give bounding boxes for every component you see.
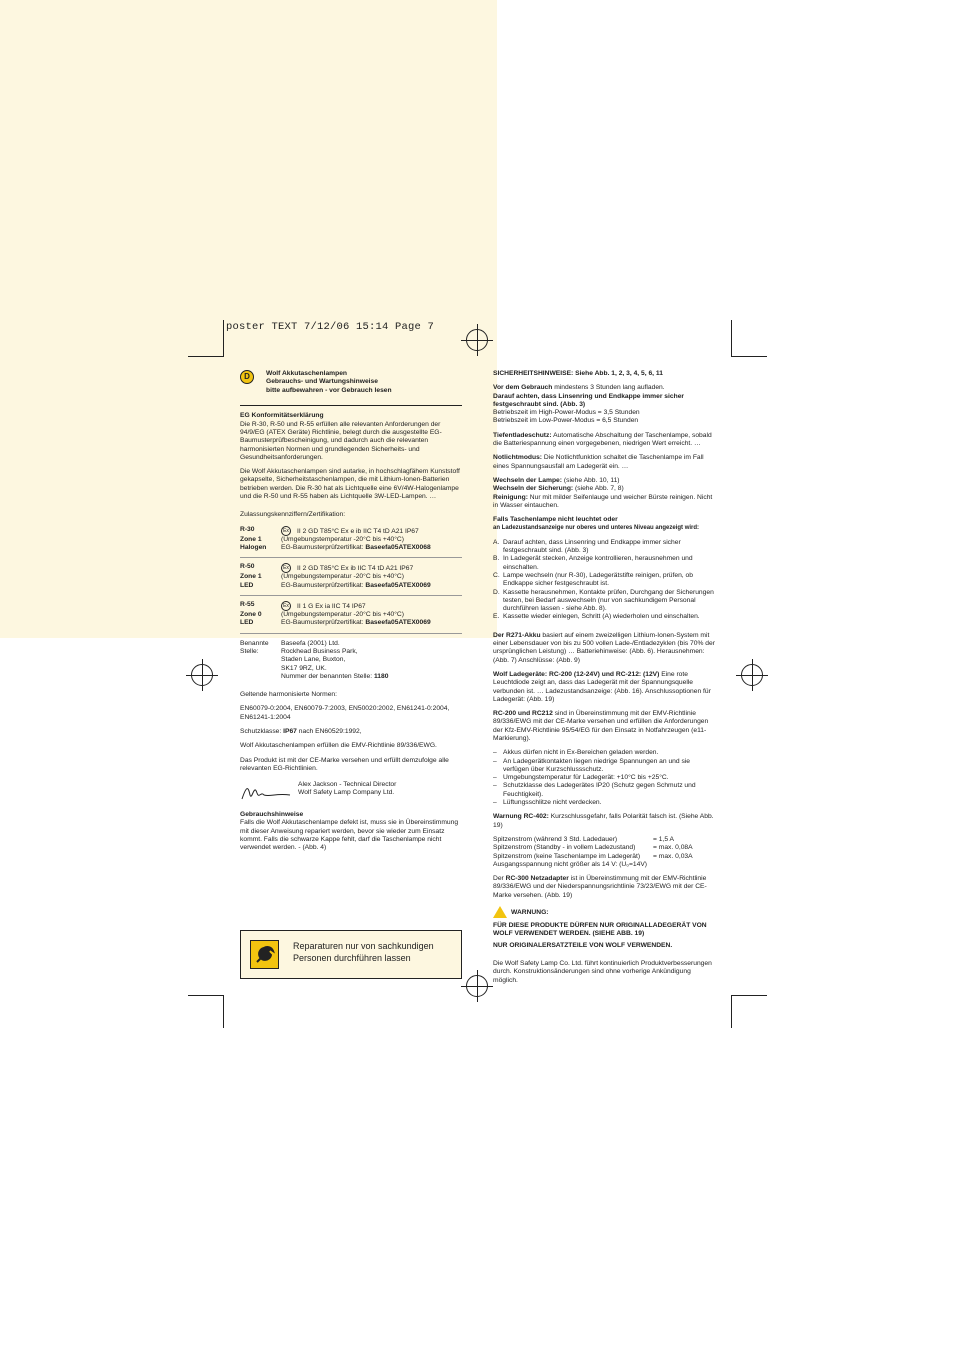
ex-atex-icon: Ex bbox=[281, 601, 291, 611]
list-item: – Lüftungsschlitze nicht verdecken. bbox=[493, 799, 602, 807]
left-column bbox=[240, 370, 462, 859]
registration-mark bbox=[461, 324, 493, 356]
repair-notice: Reparaturen nur von sachkundigen Personen durchführen lassen bbox=[240, 930, 462, 979]
troubleshoot-steps bbox=[493, 539, 715, 622]
use-heading: Gebrauchshinweise bbox=[240, 811, 304, 819]
battery-info: Der R271-Akku basiert auf einem zweizelligen Lithium-Ionen-System mit einer Lebensdauer von bis zu 500 vollen Lade-/Entladezyklen (bis 70% der ursprünglichen Leistung) … Batteriehinweise: (Abb. 6). Herausnehmen: (Abb. 7) Anschlüsse: (Abb. 9) bbox=[493, 631, 715, 664]
rc-info: RC-200 und RC212 sind in Übereinstimmung mit der EMV-Richtlinie 89/336/EWG mit der CE-Marke versehen und erfüllen die Anforderungen der Kfz-EMV-Richtlinie 95/54/EG für den Einsatz in Notfahrzeugen (e11-Markierung). bbox=[493, 710, 709, 742]
ce-text: Das Produkt ist mit der CE-Marke versehen und erfüllt demzufolge alle relevanten EG-Richtlinien. bbox=[240, 756, 449, 772]
notified-body: Benannte Stelle: Baseefa (2001) Ltd. Rockhead Business Park, Staden Lane, Buxton, SK17 9RZ, UK. Nummer der benannten Stelle: 1180 bbox=[240, 639, 389, 680]
doc-subtitle: Gebrauchs- und Wartungshinweise bbox=[266, 378, 378, 386]
crop-mark bbox=[188, 995, 224, 996]
runtime-low: Betriebszeit im Low-Power-Modus = 6,5 Stunden bbox=[493, 417, 639, 425]
approval-label: Zulassungskennziffern/Zertifikation: bbox=[240, 511, 346, 519]
ip-class: Schutzklasse: IP67 nach EN60529:1992, bbox=[240, 728, 362, 735]
list-item: A. Darauf achten, dass Linsenring und Endkappe immer sicher festgeschraubt sind. (Abb. 3) bbox=[493, 538, 681, 555]
footer-note: Die Wolf Safety Lamp Co. Ltd. führt kontinuierlich Produktverbesserungen durch. Konstruktionsänderungen sind ohne vorherige Ankündigung möglich. bbox=[493, 959, 712, 984]
current-specs: Spitzenstrom (während 3 Std. Ladedauer) = 1,5 A Spitzenstrom (Standby - in vollem Ladezustand) = max. 0,08A Spitzenstrom (keine Taschenlampe im Ladegerät) = max. 0,03A Ausgangsspannung nicht größer als 14 V: (U₀=14V) bbox=[493, 835, 693, 868]
doc-title: Wolf Akkutaschenlampen bbox=[266, 370, 348, 377]
emv-text: Wolf Akkutaschenlampen erfüllen die EMV-Richtlinie 89/336/EWG. bbox=[240, 742, 437, 750]
registration-mark bbox=[461, 970, 493, 1002]
signature-block: Alex Jackson - Technical Director Wolf Safety Lamp Company Ltd. bbox=[240, 781, 462, 803]
print-header: poster TEXT 7/12/06 15:14 Page 7 bbox=[226, 321, 435, 333]
ex-atex-icon: Ex bbox=[281, 563, 291, 573]
crop-mark bbox=[731, 996, 732, 1028]
adapter-info: Der RC-300 Netzadapter ist in Übereinstimmung mit der EMV-Richtlinie 89/336/EWG und der Niederspannungsrichtlinie 73/23/EWG mit der CE-Marke versehen. (Abb. 19) bbox=[493, 875, 707, 899]
norms-heading: Geltende harmonisierte Normen: bbox=[240, 691, 338, 699]
conformity-heading: EG Konformitätserklärung bbox=[240, 412, 324, 420]
runtime-high: Betriebszeit im High-Power-Modus = 3,5 Stunden bbox=[493, 409, 640, 417]
cleaning: Reinigung: Nur mit milder Seifenlauge und weicher Bürste reinigen. Nicht in Wasser eintauchen. bbox=[493, 493, 713, 509]
model-r55: R-55 Ex II 1 G Ex ia IIC T4 IP67 Zone 0 (Umgebungstemperatur -20°C bis +40°C) LED EG-Baumusterprüfzertifikat: Baseefa05ATEX0069 bbox=[240, 600, 431, 627]
charger-info: Wolf Ladegeräte: RC-200 (12-24V) und RC-212: (12V) Eine rote Leuchtdiode zeigt an, dass das Ladegerät mit der Spannungsquelle verbunden ist. … Ladezustandsanzeige: (Abb. 16). Anschlussoptionen für Ladegerät: (Abb. 19) bbox=[493, 670, 711, 703]
crop-mark bbox=[188, 356, 224, 357]
registration-mark bbox=[186, 659, 218, 691]
warning-heading: WARNUNG: bbox=[493, 906, 715, 918]
divider bbox=[240, 557, 462, 558]
safety-heading: SICHERHEITSHINWEISE: Siehe Abb. 1, 2, 3, 4, 5, 6, 11 bbox=[493, 370, 663, 377]
list-item: – Akkus dürfen nicht in Ex-Bereichen geladen werden. bbox=[493, 749, 659, 757]
language-badge: D bbox=[240, 370, 254, 384]
lens-note: Darauf achten, dass Linsenring und Endkappe immer sicher festgeschraubt sind. (Abb. 3) bbox=[493, 392, 685, 408]
conformity-text-2: Die Wolf Akkutaschenlampen sind autarke, in hochschlagfähem Kunststoff gekapselte, Sicherheitstaschenlampen, die mit Lithium-Ionen-Batterien betrieben werden. Die R-30 hat als Lichtquelle eine 6V/4W-Halogenlampe und die R-50 und R-55 haben als Lichtquelle 3W-LED-Lampen. … bbox=[240, 468, 460, 501]
list-item: – An Ladegerätkontakten liegen niedrige Spannungen an und sie verfügen über Kurzschlussschutz. bbox=[493, 757, 691, 773]
list-item: B. In Ladegerät stecken, Anzeige kontrollieren, herausnehmen und einschalten. bbox=[493, 555, 693, 571]
fuse-change: Wechseln der Sicherung: (siehe Abb. 7, 8) bbox=[493, 485, 624, 493]
norms-list: EN60079-0:2004, EN60079-7:2003, EN50020:2002, EN61241-0:2004, EN61241-1:2004 bbox=[240, 705, 450, 721]
crop-mark bbox=[731, 320, 732, 356]
list-item: C. Lampe wechseln (nur R-30), Ladegerätstifte reinigen, prüfen, ob Endkappe sicher festgeschraubt ist. bbox=[493, 571, 693, 588]
signature bbox=[240, 781, 292, 803]
crop-mark bbox=[223, 320, 224, 356]
ex-atex-icon: Ex bbox=[281, 526, 291, 536]
crop-mark bbox=[731, 356, 767, 357]
registration-mark bbox=[736, 659, 768, 691]
crop-mark bbox=[223, 996, 224, 1028]
emergency-mode: Notlichtmodus: Die Notlichtfunktion schaltet die Taschenlampe im Fall eines Spannungsausfall am Ladegerät ein. … bbox=[493, 454, 704, 470]
divider bbox=[240, 405, 462, 407]
list-item: – Schutzklasse des Ladegerätes IP20 (Schutz gegen Schmutz und Feuchtigkeit). bbox=[493, 782, 696, 798]
model-r50: R-50 Ex II 2 GD T85°C Ex ib IIC T4 tD A21 IP67 Zone 1 (Umgebungstemperatur -20°C bis +40°C) LED EG-Baumusterprüfzertifikat: Baseefa05ATEX0069 bbox=[240, 563, 431, 589]
charger-notes bbox=[493, 749, 715, 807]
divider bbox=[240, 633, 462, 634]
conformity-text: Die R-30, R-50 und R-55 erfüllen alle relevanten Anforderungen der 94/9/EG (ATEX Geräte) Richtlinie, belegt durch die ausgestellte EG-Baumusterprüfbescheinigung, und dadurch auch die relevanten harmonisierten Normen und grundlegenden Sicherheits- und Gesundheitsanforderungen. bbox=[240, 420, 442, 461]
troubleshoot-heading-2: an Ladezustandsanzeige nur oberes und unteres Niveau angezeigt wird: bbox=[493, 525, 700, 532]
doc-subtitle2: bitte aufbewahren - vor Gebrauch lesen bbox=[266, 386, 392, 394]
troubleshoot-heading: Falls Taschenlampe nicht leuchtet oder bbox=[493, 516, 618, 524]
lamp-change: Wechseln der Lampe: (siehe Abb. 10, 11) bbox=[493, 476, 620, 484]
warning-text-2: NUR ORIGINALERSATZTEILE VON WOLF VERWENDEN. bbox=[493, 941, 673, 949]
warning-triangle-icon bbox=[493, 906, 507, 918]
before-use: Vor dem Gebrauch mindestens 3 Stunden lang aufladen. bbox=[493, 384, 665, 392]
model-r30: R-30 Ex II 2 GD T85°C Ex e ib IIC T4 tD A21 IP67 Zone 1 (Umgebungstemperatur -20°C bis +40°C) Halogen EG-Baumusterprüfzertifikat: Baseefa05ATEX0068 bbox=[240, 525, 431, 552]
warning-text: FÜR DIESE PRODUKTE DÜRFEN NUR ORIGINALLADEGERÄT VON WOLF VERWENDET WERDEN. (SIEHE ABB. 19) bbox=[493, 922, 707, 938]
crop-mark bbox=[731, 995, 767, 996]
rc402-warning: Warnung RC-402: Kurzschlussgefahr, falls Polarität falsch ist. (Siehe Abb. 19) bbox=[493, 813, 714, 829]
divider bbox=[240, 595, 462, 596]
list-item: – Umgebungstemperatur für Ladegerät: +10°C bis +25°C. bbox=[493, 774, 669, 782]
use-text: Falls die Wolf Akkutaschenlampe defekt ist, muss sie in Übereinstimmung mit dieser Anweisung repariert werden, bevor sie wieder zum Einsatz kommt. Falls die schwarze Kappe fehlt, darf die Taschenlampe nicht verwendet werden. - (Abb. 4) bbox=[240, 819, 459, 852]
list-item: D. Kassette herausnehmen, Kontakte prüfen, Durchgang der Sicherungen testen, bei Bedarf auswechseln (nur von sachkundigem Personal durchführen lassen - siehe Abb. 8). bbox=[493, 588, 714, 613]
right-column bbox=[493, 370, 715, 991]
wrench-icon bbox=[250, 940, 279, 969]
list-item: E. Kassette wieder einlegen, Schritt (A) wiederholen und einschalten. bbox=[493, 613, 700, 621]
deep-discharge: Tiefentladeschutz: Automatische Abschaltung der Taschenlampe, sobald die Batteriespannung einen vorgegebenen, niedrigen Wert erreicht. … bbox=[493, 431, 712, 448]
